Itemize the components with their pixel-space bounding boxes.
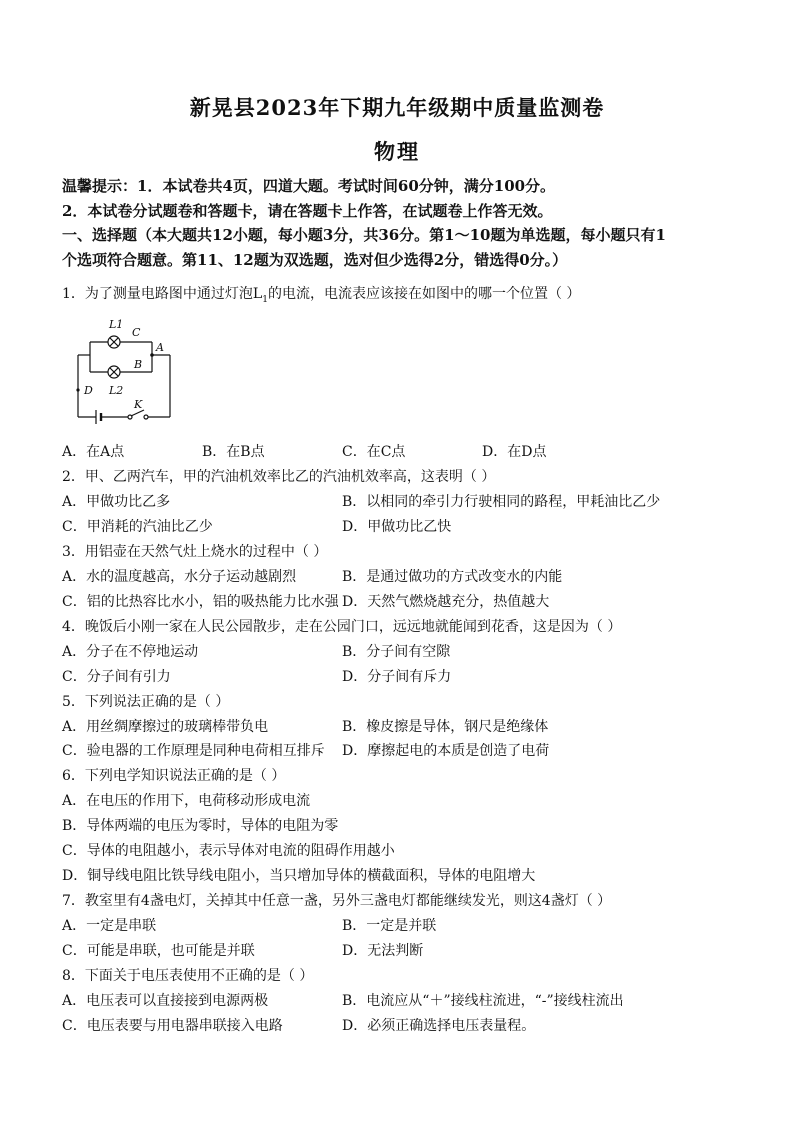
q3-option-d: D．天然气燃烧越充分，热值越大 [342,594,550,610]
q5-option-c: C．验电器的工作原理是同种电荷相互排斥 [62,743,325,759]
section-heading-line-2: 个选项符合题意。第11、12题为双选题，选对但少选得2分，错选得0分。） [62,251,568,269]
junction-a [150,353,154,357]
junction-d [76,388,79,391]
q5-option-a: A．用丝绸摩擦过的玻璃棒带负电 [62,719,269,735]
q8-option-d: D．必须正确选择电压表量程。 [342,1018,536,1034]
label-k: K [134,398,143,411]
question-6-stem: 6．下列电学知识说法正确的是（ ） [62,768,286,784]
q7-option-b: B．一定是并联 [342,918,437,934]
q2-option-a: A．甲做功比乙多 [62,494,171,510]
q7-option-c: C．可能是串联，也可能是并联 [62,943,255,959]
q2-option-d: D．甲做功比乙快 [342,519,452,535]
notice-line-2: 2．本试卷分试题卷和答题卡，请在答题卡上作答，在试题卷上作答无效。 [62,202,553,220]
q6-option-c: C．导体的电阻越小，表示导体对电流的阻碍作用越小 [62,843,395,859]
label-b: B [134,358,143,371]
question-8-stem: 8．下面关于电压表使用不正确的是（ ） [62,968,314,984]
q6-option-d: D．铜导线电阻比铁导线电阻小，当只增加导体的横截面积，导体的电阻增大 [62,868,536,884]
q2-option-c: C．甲消耗的汽油比乙少 [62,519,213,535]
notice-line-1: 温馨提示：1．本试卷共4页，四道大题。考试时间60分钟，满分100分。 [62,177,556,195]
label-a: A [156,341,164,354]
label-l2: L2 [109,384,124,397]
q3-option-a: A．水的温度越高，水分子运动越剧烈 [62,569,297,585]
label-c: C [132,326,141,339]
q6-option-b: B．导体两端的电压为零时，导体的电阻为零 [62,818,339,834]
circuit-diagram [60,310,190,435]
question-7-stem: 7．教室里有4盏电灯，关掉其中任意一盏，另外三盏电灯都能继续发光，则这4盏灯（ ） [62,893,612,909]
q1-option-b: B．在B点 [202,444,265,460]
q2-option-b: B．以相同的牵引力行驶相同的路程，甲耗油比乙少 [342,494,661,510]
q3-option-b: B．是通过做功的方式改变水的内能 [342,569,563,585]
q7-option-d: D．无法判断 [342,943,424,959]
question-5-stem: 5．下列说法正确的是（ ） [62,694,230,710]
q8-option-c: C．电压表要与用电器串联接入电路 [62,1018,283,1034]
q7-option-a: A．一定是串联 [62,918,157,934]
question-3-stem: 3．用铝壶在天然气灶上烧水的过程中（ ） [62,544,328,560]
q5-option-b: B．橡皮擦是导体，钢尺是绝缘体 [342,719,549,735]
question-2-stem: 2．甲、乙两汽车，甲的汽油机效率比乙的汽油机效率高，这表明（ ） [62,469,496,485]
q3-option-c: C．铝的比热容比水小，铝的吸热能力比水强 [62,594,339,610]
question-1-stem: 1．为了测量电路图中通过灯泡$L_1$的电流，电流表应该接在如图中的哪一个位置（ ） [62,286,581,305]
q1-option-a: A．在A点 [62,444,125,460]
question-4-stem: 4．晚饭后小刚一家在人民公园散步，走在公园门口，远远地就能闻到花香，这是因为（ ） [62,619,622,635]
label-l1: L1 [109,318,124,331]
q8-option-b: B．电流应从“＋”接线柱流进，“-”接线柱流出 [342,993,624,1009]
label-d: D [84,384,93,397]
q5-option-d: D．摩擦起电的本质是创造了电荷 [342,743,550,759]
q4-option-d: D．分子间有斥力 [342,669,452,685]
subject-title: 物理 [374,139,420,164]
q1-option-d: D．在D点 [482,444,547,460]
section-heading-line-1: 一、选择题（本大题共12小题，每小题3分，共36分。第1～10题为单选题，每小题只有1 [62,226,666,244]
q8-option-a: A．电压表可以直接接到电源两极 [62,993,269,1009]
q4-option-b: B．分子间有空隙 [342,644,451,660]
q6-option-a: A．在电压的作用下，电荷移动形成电流 [62,793,311,809]
q1-option-c: C．在C点 [342,444,406,460]
q4-option-c: C．分子间有引力 [62,669,171,685]
q4-option-a: A．分子在不停地运动 [62,644,199,660]
exam-title: 新晃县2023年下期九年级期中质量监测卷 [189,95,605,120]
